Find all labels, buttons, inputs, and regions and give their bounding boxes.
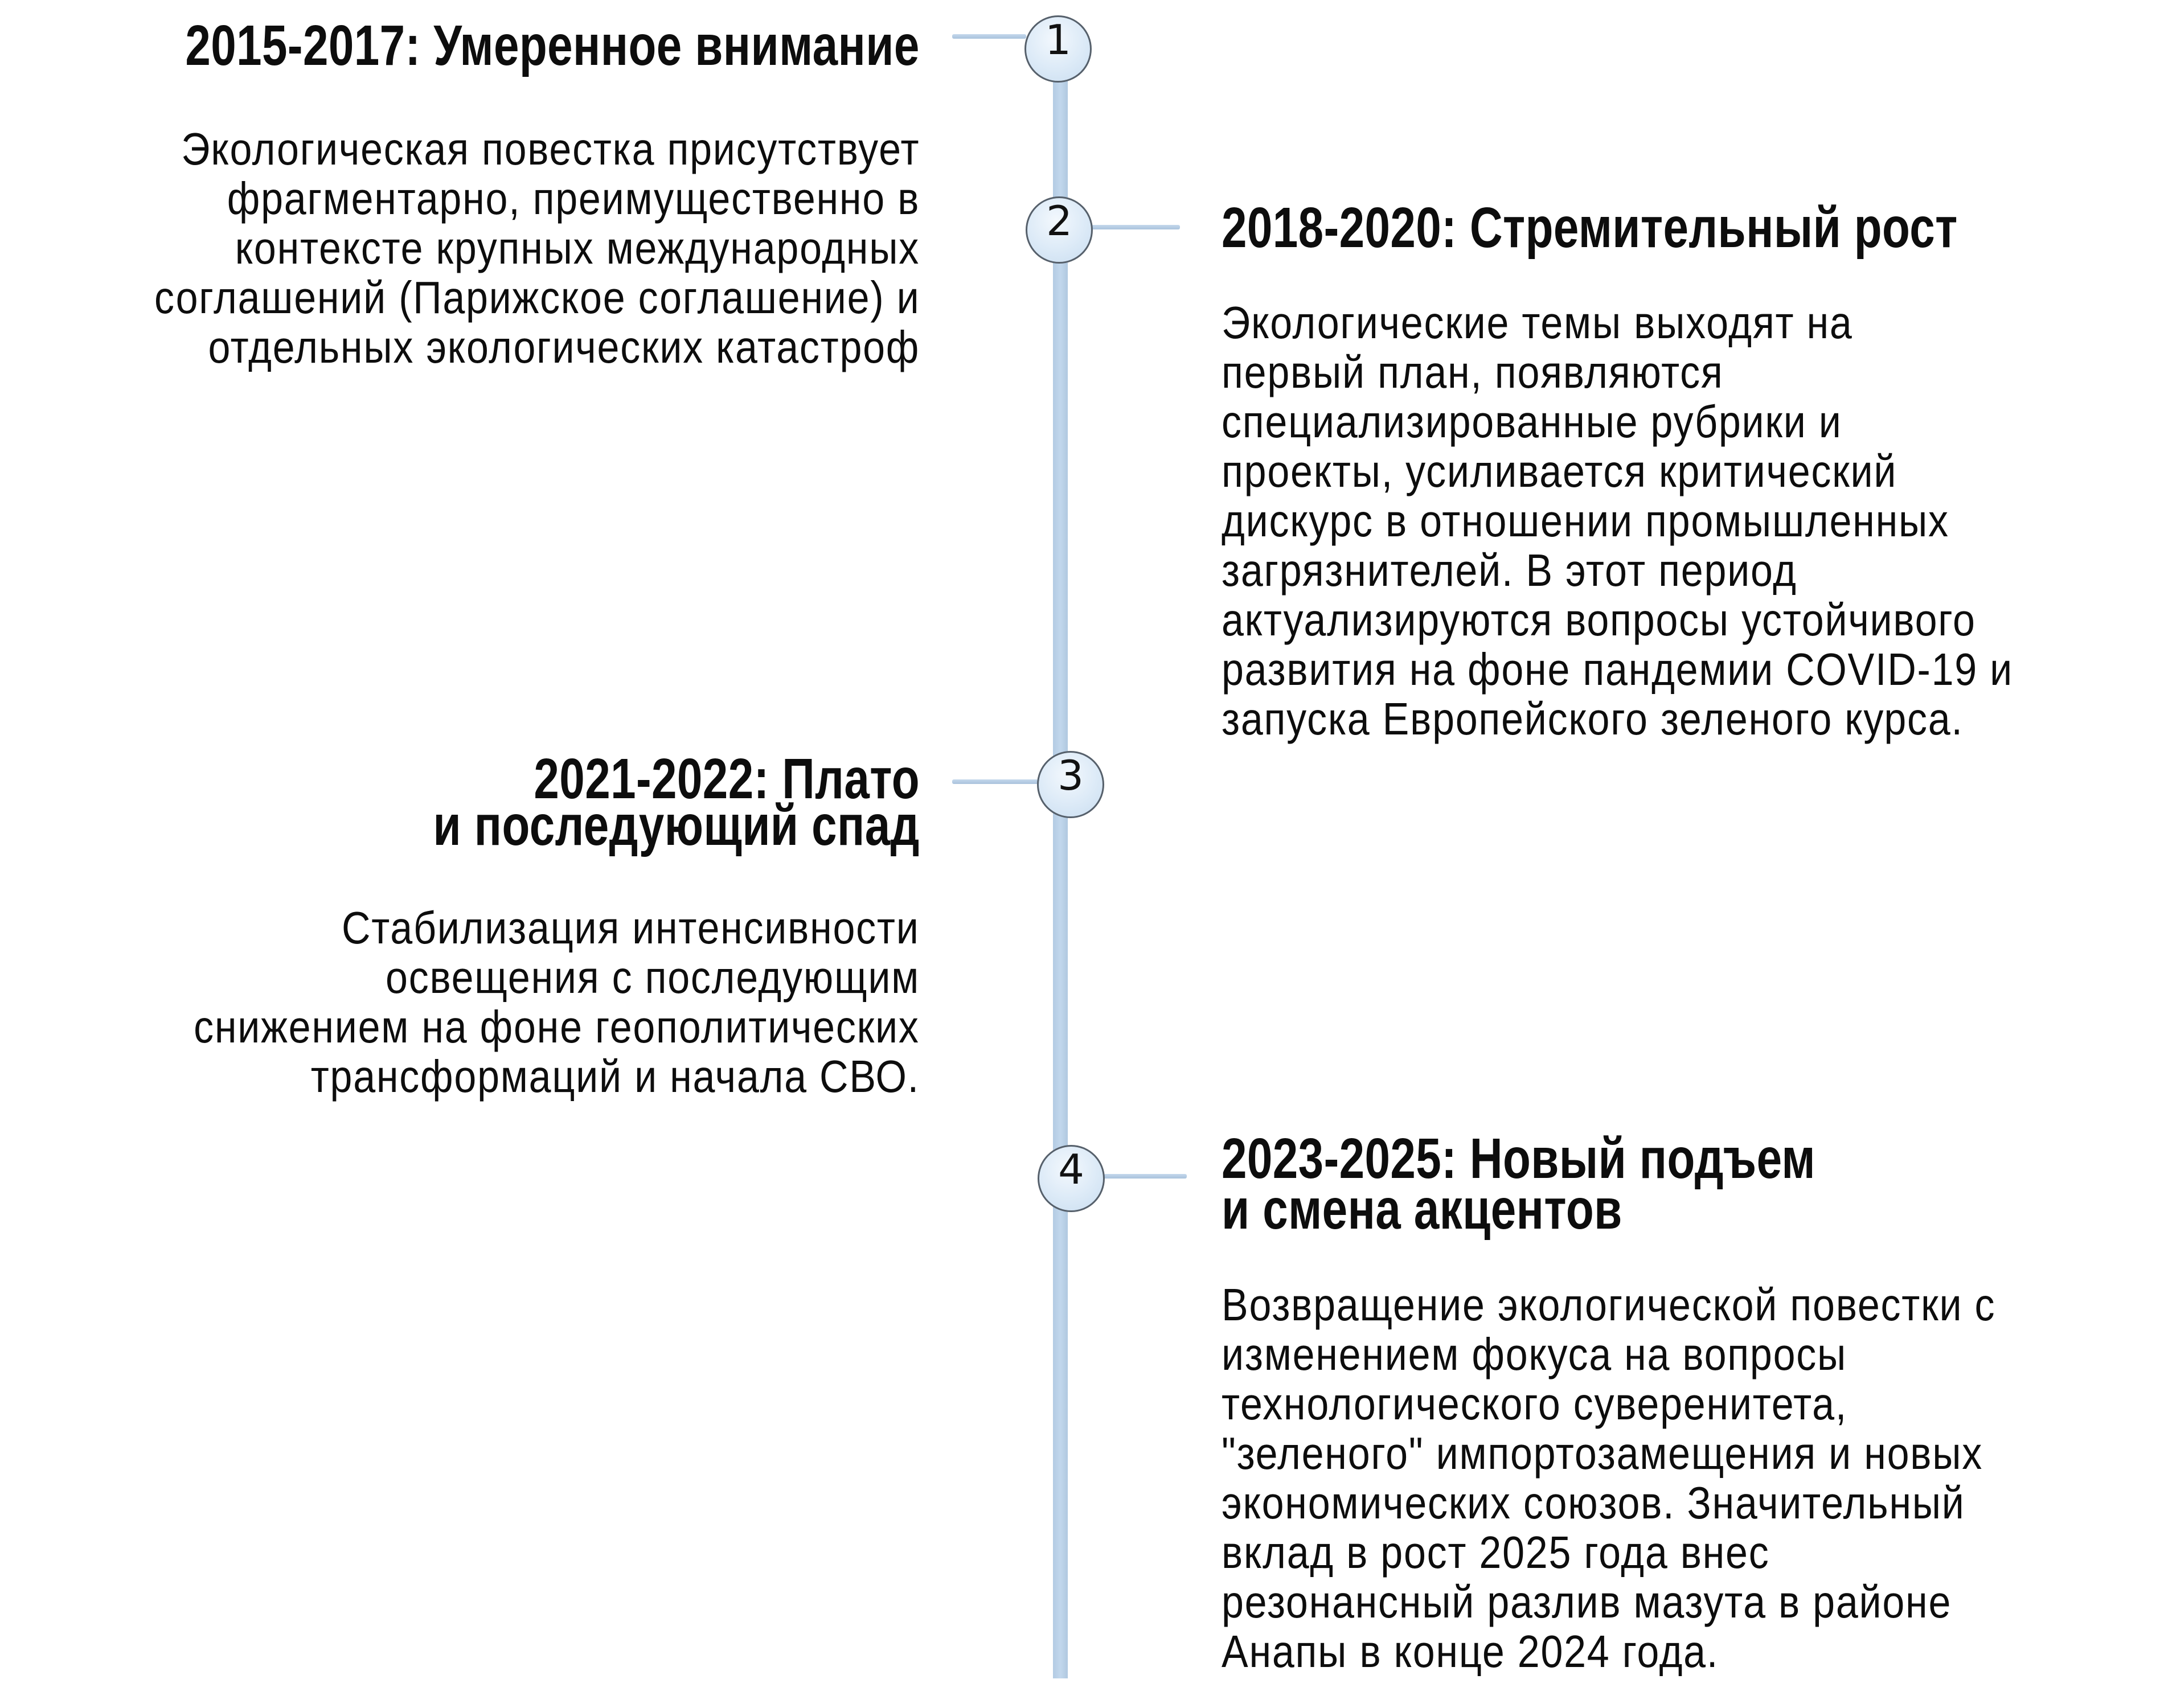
body-line: Стабилизация интенсивности <box>342 902 920 953</box>
body-line: специализированные рубрики и <box>1222 396 1842 447</box>
body-line: "зеленого" импортозамещения и новых <box>1222 1428 1983 1479</box>
body-line: соглашений (Парижское соглашение) и <box>154 272 920 323</box>
body-line: актуализируются вопросы устойчивого <box>1222 594 1976 645</box>
body-line: отдельных экологических катастроф <box>208 322 920 372</box>
body-line: дискурс в отношении промышленных <box>1222 495 1949 546</box>
body-line: Возвращение экологической повестки с <box>1222 1279 1996 1330</box>
marker-number: 4 <box>1058 1145 1084 1193</box>
marker-number: 3 <box>1058 752 1084 799</box>
section-title: 2015-2017: Умеренное внимание <box>185 14 920 77</box>
body-line: изменением фокуса на вопросы <box>1222 1329 1847 1379</box>
body-line: резонансный разлив мазута в районе <box>1222 1576 1952 1627</box>
body-line: проекты, усиливается критический <box>1222 446 1897 496</box>
body-line: освещения с последующим <box>385 952 920 1003</box>
body-line: Экологическая повестка присутствует <box>181 124 920 174</box>
marker-number: 2 <box>1046 197 1072 245</box>
body-line: контексте крупных международных <box>235 223 920 273</box>
section-title: и последующий спад <box>433 794 920 857</box>
body-line: вклад в рост 2025 года внес <box>1222 1527 1770 1578</box>
body-line: Экологические темы выходят на <box>1222 297 1853 348</box>
body-line: загрязнителей. В этот период <box>1222 545 1797 596</box>
section-title: 2023-2025: Новый подъем <box>1222 1127 1815 1190</box>
body-line: трансформаций и начала СВО. <box>310 1051 920 1102</box>
section-title: 2018-2020: Стремительный рост <box>1222 196 1958 260</box>
marker-number: 1 <box>1045 16 1071 64</box>
body-line: снижением на фоне геополитических <box>194 1001 920 1052</box>
section-title: 2021-2022: Плато <box>534 747 920 811</box>
body-line: запуска Европейского зеленого курса. <box>1222 693 1964 744</box>
section-title: и смена акцентов <box>1222 1177 1622 1241</box>
body-line: экономических союзов. Значительный <box>1222 1477 1965 1528</box>
body-line: Анапы в конце 2024 года. <box>1222 1626 1719 1677</box>
body-line: развития на фоне пандемии COVID-19 и <box>1222 644 2014 695</box>
body-line: технологического суверенитета, <box>1222 1378 1848 1429</box>
body-line: первый план, появляются <box>1222 347 1724 397</box>
body-line: фрагментарно, преимущественно в <box>227 173 920 224</box>
